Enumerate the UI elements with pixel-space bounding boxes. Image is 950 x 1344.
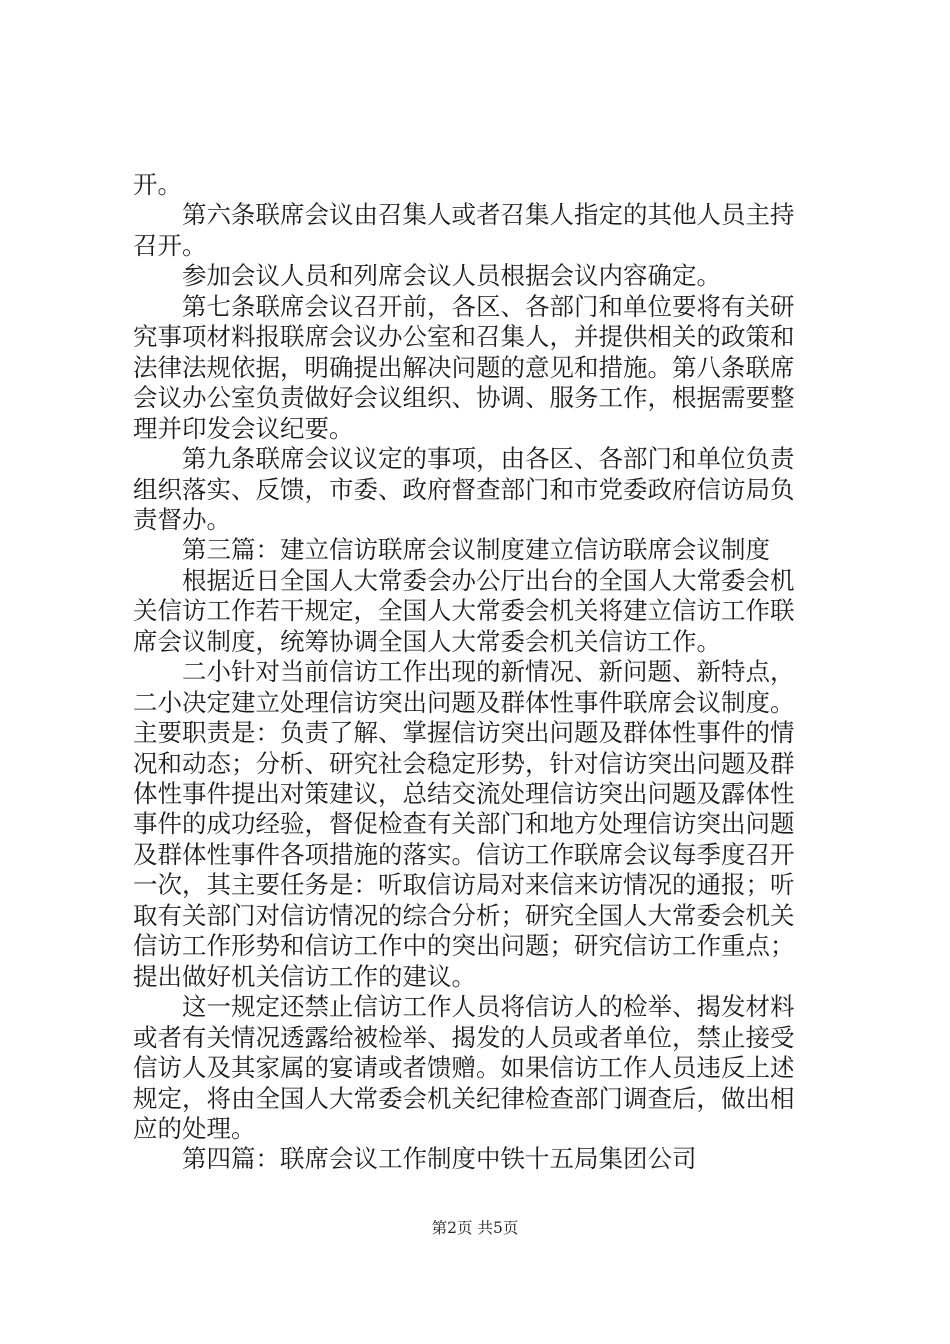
text-line: 事件的成功经验，督促检查有关部门和地方处理信访突出问题 xyxy=(133,809,795,839)
text-line: 规定，将由全国人大常委会机关纪律检查部门调查后，做出相 xyxy=(133,1083,795,1113)
text-line: 信访人及其家属的宴请或者馈赠。如果信访工作人员违反上述 xyxy=(133,1053,795,1083)
text-line: 况和动态；分析、研究社会稳定形势，针对信访突出问题及群 xyxy=(133,748,795,778)
text-line: 第三篇：建立信访联席会议制度建立信访联席会议制度 xyxy=(182,535,770,565)
text-line: 体性事件提出对策建议，总结交流处理信访突出问题及霹体性 xyxy=(133,779,795,808)
text-line: 第六条联席会议由召集人或者召集人指定的其他人员主持 xyxy=(182,200,795,230)
text-line: 二小决定建立处理信访突出问题及群体性事件联席会议制度。 xyxy=(133,687,795,717)
text-line: 开。 xyxy=(133,170,182,199)
text-line: 召开。 xyxy=(133,230,207,260)
text-line: 责督办。 xyxy=(133,504,231,534)
text-line: 或者有关情况透露给被检举、揭发的人员或者单位，禁止接受 xyxy=(133,1022,795,1052)
text-line: 这一规定还禁止信访工作人员将信访人的检举、揭发材料 xyxy=(182,992,795,1022)
text-line: 信访工作形势和信访工作中的突出问题；研究信访工作重点； xyxy=(133,931,795,961)
text-line: 第七条联席会议召开前，各区、各部门和单位要将有关研 xyxy=(182,291,795,321)
text-line: 关信访工作若干规定，全国人大常委会机关将建立信访工作联 xyxy=(133,596,795,626)
text-line: 应的处理。 xyxy=(133,1113,256,1143)
text-line: 第四篇：联席会议工作制度中铁十五局集团公司 xyxy=(182,1144,697,1174)
text-line: 理并印发会议纪要。 xyxy=(133,413,354,443)
text-line: 会议办公室负责做好会议组织、协调、服务工作，根据需要整 xyxy=(133,383,795,413)
text-line: 根据近日全国人大常委会办公厅出台的全国人大常委会机 xyxy=(182,565,795,595)
text-line: 组织落实、反馈，市委、政府督查部门和市党委政府信访局负 xyxy=(133,474,795,504)
text-line: 第九条联席会议议定的事项，由各区、各部门和单位负责 xyxy=(182,444,795,474)
text-line: 提出做好机关信访工作的建议。 xyxy=(133,961,476,991)
text-line: 及群体性事件各项措施的落实。信访工作联席会议每季度召开 xyxy=(133,839,795,869)
text-line: 参加会议人员和列席会议人员根据会议内容确定。 xyxy=(182,261,721,291)
text-line: 法律法规依据，明确提出解决问题的意见和措施。第八条联席 xyxy=(133,352,795,382)
text-line: 席会议制度，统筹协调全国人大常委会机关信访工作。 xyxy=(133,626,721,656)
text-line: 取有关部门对信访情况的综合分析；研究全国人大常委会机关 xyxy=(133,900,795,930)
text-line: 究事项材料报联席会议办公室和召集人，并提供相关的政策和 xyxy=(133,322,795,352)
text-line: 一次，其主要任务是：听取信访局对来信来访情况的通报；听 xyxy=(133,870,795,900)
text-line: 主要职责是：负责了解、掌握信访突出问题及群体性事件的情 xyxy=(133,718,795,748)
text-line: 二小针对当前信访工作出现的新情况、新问题、新特点， xyxy=(182,657,795,687)
page-footer: 第2页 共5页 xyxy=(431,1219,519,1237)
